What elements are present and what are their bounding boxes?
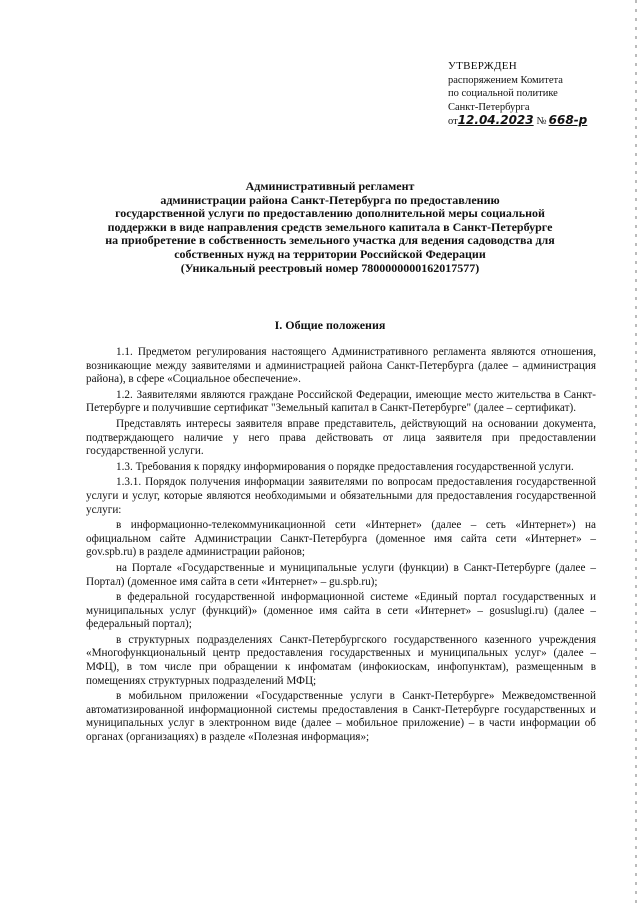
- paragraph-mobile-app: в мобильном приложении «Государственные услуги в Санкт-Петербурге» Межведомственной автоматизированной информационной системы предоставления в Санкт-Петербурге государственных и муниципальных услуг в электронном виде (далее – мобильное приложение) – в части информации об органах (организациях) в разделе «Полезная информация»;: [86, 690, 596, 744]
- regulation-title: [80, 180, 580, 275]
- scan-edge-artifact: [635, 0, 637, 905]
- title-line: на приобретение в собственность земельного участка для ведения садоводства для: [105, 233, 555, 248]
- approval-line-1: распоряжением Комитета: [448, 74, 563, 86]
- title-line: поддержки в виде направления средств земельного капитала в Санкт-Петербурге: [107, 219, 553, 234]
- approval-line-3: Санкт-Петербурга: [448, 101, 530, 113]
- document-body: [86, 346, 596, 747]
- paragraph-federal-portal: в федеральной государственной информационной системе «Единый портал государственных и муниципальных услуг (функций)» (доменное имя сайта в сети «Интернет» – gosuslugi.ru) (далее – федеральный портал);: [86, 591, 596, 631]
- paragraph-representative: Представлять интересы заявителя вправе представитель, действующий на основании документа, подтверждающего наличие у него права действовать от лица заявителя при предоставлении государственной услуги.: [86, 417, 596, 458]
- approval-stamp: [448, 60, 618, 129]
- paragraph-1-1: 1.1. Предметом регулирования настоящего Административного регламента являются отношения, возникающие между заявителями и администрацией района Санкт-Петербурга (далее – администрация района), в сфере «Социальное обеспечение».: [86, 346, 596, 386]
- paragraph-internet: в информационно-телекоммуникационной сети «Интернет» (далее – сеть «Интернет») на официальном сайте Администрации Санкт-Петербурга (доменное имя сайта сети «Интернет» – gov.spb.ru) в разделе администрации районов;: [86, 519, 596, 559]
- title-line: собственных нужд на территории Российской Федерации: [174, 246, 486, 261]
- paragraph-1-3: 1.3. Требования к порядку информирования о порядке предоставления государственной услуги.: [116, 460, 574, 473]
- paragraph-1-2: 1.2. Заявителями являются граждане Российской Федерации, имеющие место жительства в Санкт-Петербурге и получившие сертификат "Земельный капитал в Санкт-Петербурге" (далее – сертификат).: [86, 388, 596, 415]
- approval-line-2: по социальной политике: [448, 88, 558, 99]
- approval-date-number: [448, 114, 618, 129]
- paragraph-1-3-1: 1.3.1. Порядок получения информации заявителями по вопросам предоставления государственной услуги и услуг, которые являются необходимыми и обязательными для предоставления государственной услуги:: [86, 476, 596, 516]
- section-heading: I. Общие положения: [274, 318, 386, 332]
- approval-title: УТВЕРЖДЕН: [448, 60, 518, 72]
- title-line: (Уникальный реестровый номер 7800000000162017577): [180, 260, 480, 275]
- paragraph-portal: на Портале «Государственные и муниципальные услуги (функции) в Санкт-Петербурге (далее – Портал) (доменное имя сайта в сети «Интернет» – gu.spb.ru);: [86, 561, 596, 588]
- date-prefix: от: [448, 116, 458, 127]
- paragraph-mfc: в структурных подразделениях Санкт-Петербургского государственного казенного учреждения «Многофункциональный центр предоставления государственных и муниципальных услуг» (далее – МФЦ), в том числе при обращении к инфоматам (инфокиоскам, инфопунктам), размещенным в помещениях структурных подразделений МФЦ;: [86, 633, 596, 687]
- handwritten-number: 668-р: [548, 113, 588, 127]
- number-prefix: №: [536, 116, 547, 127]
- title-line: Административный регламент: [245, 179, 415, 193]
- handwritten-date: 12.04.2023: [457, 113, 534, 127]
- title-line: государственной услуги по предоставлению дополнительной меры социальной: [115, 206, 545, 221]
- title-line: администрации района Санкт-Петербурга по предоставлению: [160, 192, 500, 207]
